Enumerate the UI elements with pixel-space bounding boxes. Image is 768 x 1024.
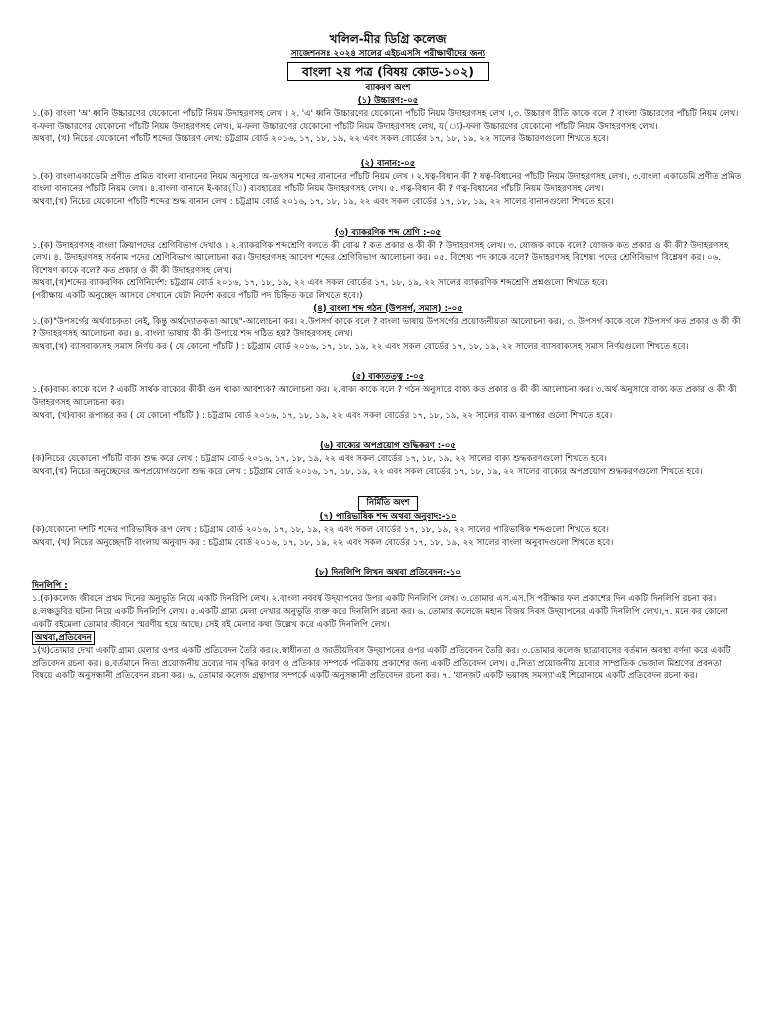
section-5-question-a: ১.(ক)বাক্য কাকে বলে ? একটি সার্থক বাক্যের কীকী গুন থাকা আবশ্যক? আলোচনা কর। ২.বাক্য কাকে বলে ? গঠন অনুসারে বাক্য কত প্রকার ও কী কী আলোচনা কর। ৩.অর্থ অনুসারে বাক্য কত প্রকার ও কী কী উদাহরণসহ আলোচনা কর। <box>32 385 737 408</box>
section-8-diary-questions: ১.(ক)কলেজ জীবনে প্রথম দিনের অনুভূতি নিয়ে একটি দিনরিপি লেখ। ২.বাংলা নববর্ষ উদ্‌যাপনের উপর একটি দিনলিপি লেখ। ৩.তোমার এস.এস.সি পরীক্ষার ফল প্রকাশের দিন একটি দিনলিপি রচনা কর। ৪.লঞ্চডুবির ঘটনা নিয়ে একটি দিনলিপি লেখ। ৫.একটি গ্রাম্য মেলা দেখার অনুভূতি ব্যক্ত করে দিনলিপি রচনা কর। ৬. তোমার কলেজে মহান বিজয় দিবস উদ্‌যাপনের একটি দিনলিপি লেখ।,৭. মনে কর কোনো একটি বইমেলা তোমার জীবনে স্মরণীয় হয়ে আছে। সেই বই মেলার কথা উল্লেখ করে একটি দিনলিপি লেখ। <box>32 594 728 630</box>
diary-subheading: দিনলিপি : <box>32 581 68 592</box>
section-2-question-b: অথবা,(খ) নিচের যেকোনো পাঁচটি শব্দের শুদ্ধ বানান লেখ : চট্টগ্রাম বোর্ড ২০১৬, ১৭, ১৮, ১৯, ২২ এবং সকল বোর্ডের ১৭, ১৮, ১৯, ২২ সালের বানানগুলো শিখতে হবে। <box>32 196 614 207</box>
report-subheading: অথবা,প্রতিবেদন <box>32 631 95 645</box>
section-4-question-b: অথবা,(খ) ব্যাসবাক্যসহ সমাস নির্ণয় কর ( যে কোনো পাঁচটি ) : চট্টগ্রাম বোর্ড ২০১৬, ১৭, ১৮, ১৯, ২২ এবং সকল বোর্ডের ১৭, ১৮, ১৯, ২২ সালের ব্যাসবাক্যসহ সমাস নির্ণয়গুলো শিখতে হবে। <box>32 341 689 352</box>
section-8-title: (৮) দিনলিপি লিখন অথবা প্রতিবেদন:-১০ <box>315 568 461 579</box>
section-7-question-a: (ক)যেকোনো দশটি শব্দের পারিভাষিক রূপ লেখ : চট্টগ্রাম বোর্ড ২০১৬, ১৭, ১৮, ১৯, ২২ এবং সকল বোর্ডের ১৭, ১৮, ১৯, ২২ সালের পারিভাষিক শব্দগুলো শিখতে হবে। <box>32 525 609 536</box>
college-name: খলিল-মীর ডিগ্রি কলেজ <box>329 32 447 46</box>
section-7-title: (৭) পারিভাষিক শব্দ অথবা অনুবাদ:-১০ <box>319 512 457 523</box>
section-1-title: (১) উচ্চারণ:-০৫ <box>357 96 419 106</box>
section-3-question-b: অথবা,(খ)শব্দের ব্যাকরণিক শ্রেণিনির্দেশ: চট্টগ্রাম বোর্ড ২০১৬, ১৭, ১৮, ১৯, ২২ এবং সকল বোর্ডের ১৭, ১৮, ১৯, ২২ সালের ব্যাকরণিক শব্দশ্রেণি প্রশ্নগুলো শিখতে হবে। <box>32 278 608 289</box>
section-1-question-a: ১.(ক) বাংলা 'অ' ধ্বনি উচ্চারণের যেকোনো পাঁচটি নিয়ম উদাহরণসহ লেখ । ২. 'এ' ধ্বনি উচ্চারণের যেকোনো পাঁচটি নিয়ম উদাহরণসহ লেখ ।,৩. উচ্চারণ রীতি কাকে বলে ? বাংলা উচ্চারণের পাঁচটি নিয়ম লেখ। ব-ফলা উচ্চারণের যেকোনো পাঁচটি নিয়ম উদাহরণসহ লেখ।, ম-ফলা উচ্চারণের যেকোনো পাঁচটি নিয়ম উদাহরণসহ লেখ, য(্য)-ফলা উচ্চারণের যেকোনো পাঁচটি নিয়ম উদাহরণসহ লেখ। <box>32 109 739 132</box>
section-5-title: (৫) বাক্যতত্ত্ব :-০৫ <box>351 372 425 383</box>
section-1-question-b: অথবা, (খ) নিচের যেকোনো পাঁচটি শব্দের উচ্চারণ লেখ: চট্টগ্রাম বোর্ড ২০১৬, ১৭, ১৮, ১৯, ২২ এবং সকল বোর্ডের ১৭, ১৮, ১৯, ২২ সালের উচ্চারণগুলো শিখতে হবে। <box>32 134 609 145</box>
section-4-question-a: ১.(ক)"উপসর্গের অর্থবাচকতা নেই, কিন্তু অর্থদ্যোতকতা আছে"-আলোচনা কর। ২.উপসর্গ কাকে বলে ? বাংলা ভাষায় উপসর্গের প্রয়োজনীয়তা আলোচনা কর।, ৩. উপসর্গ কাকে বলে ?উপসর্গ কত প্রকার ও কী কী ? উদাহরণসহ আলোচনা কর। ৪. বাংলা ভাষায় কী কী উপায়ে শব্দ গঠিত হয়? উদাহরণসহ লেখ। <box>32 316 741 340</box>
section-8-report-questions: ১(খ)তোমার দেখা একটি গ্রাম্য মেলার ওপর একটি প্রতিবেদন তৈরি কর।২.স্বাধীনতা ও জাতীয়দিবস উদ্‌যাপনের ওপর একটি প্রতিবেদন তৈরি কর। ৩.তোমার কলেজ ছাত্রাবাসের বর্তমান অবস্থা বর্ণনা করে একটি প্রতিবেদন রচনা কর। ৪.বর্তমানে নিত্য প্রয়োজনীয় দ্রব্যের দাম বৃদ্ধির কারণ ও প্রতিকার সম্পর্কে পত্রিকায় প্রকাশের জন্য একটি প্রতিবেদন লেখ। ৫.নিত্য প্রয়োজনীয় দ্রব্যের সাম্প্রতিক ভেজাল মিশ্রণের প্রবনতা বিষয়ে একটি অনুসন্ধানী প্রতিবেদন রচনা কর। ৬. তোমার কলেজ গ্রন্থাগার সম্পর্কে একটি অনুসন্ধানী প্রতিবেদন রচনা কর। ৭. 'যানজট একটি ভয়াবহ সমস্যা'এই শিরোনামে একটি প্রতিবেদন রচনা কর। <box>32 646 731 682</box>
section-2-question-a: ১.(ক) বাংলাএকাডেমি প্রণীত প্রমিত বাংলা বানানের নিয়ম অনুসারে অ-তৎসম শব্দের বানানের পাঁচটি নিয়ম লেখ । ২.ষত্ব-বিধান কী ? ষত্ব-বিধানের পাঁচটি নিয়ম উদাহরণসহ লেখ।, ৩.বাংলা একাডেমি প্রণীত প্রমিত বাংলা বানানের পাঁচটি নিয়ম লেখ। ৪.বাংলা বানানে ই-কার(ি) ব্যবহারের পাঁচটি নিয়ম উদাহরণসহ লেখ। ৫. ণত্ব-বিধান কী ? ণত্ব-বিধানের পাঁচটি নিয়ম উদাহরণসহ লেখ। <box>32 171 742 195</box>
section-2-title: (২) বানান:-০৫ <box>360 158 416 169</box>
part-grammar-label: ব্যাকরণ অংশ <box>365 83 411 93</box>
document-header <box>32 30 744 95</box>
suggestion-subtitle: সাজেশনসঃ ২০২৪ সালের এইচএসসি পরীক্ষার্থীদের জন্য <box>290 49 486 59</box>
section-7-question-b: অথবা, (খ) নিচের অনুচ্ছেদটি বাংলায় অনুবাদ কর : চট্টগ্রাম বোর্ড ২০১৬, ১৭, ১৮, ১৯, ২২ এবং সকল বোর্ডের ১৭, ১৮, ১৯, ২২ সালের বাংলা অনুবাদগুলো শিখতে হবে। <box>32 537 614 548</box>
section-3-question-a: ১.(ক) উদাহরণসহ বাংলা ক্রিয়াপদের শ্রেণিবিভাগ দেখাও । ২.ব্যাকরণিক শব্দশ্রেণি বলতে কী বোঝ ? কত প্রকার ও কী কী ? উদাহরণসহ লেখ। ৩. যোজক কাকে বলে? যোজক কত প্রকার ও কী কী? উদাহরণসহ লেখ। ৪. উদাহরণসহ সর্বনাম পদের শ্রেণিবিভাগ আলোচনা কর। উদাহরণসহ আবেগ শব্দের শ্রেণিবিভাগ আলোচনা কর। ০৫. বিশেষ্য পদ কাকে বলে? উদাহরণসহ বিশেষ্য পদের শ্রেণিবিভাগ বিশ্লেষণ কর। ০৬. বিশেষণ কাকে বলে? কত প্রকার ও কী কী উদাহরণসহ লেখ। <box>32 240 729 276</box>
paper-title: বাংলা ২য় পত্র (বিষয় কোড-১০২) <box>287 62 489 81</box>
part-composition-label: নির্মিতি অংশ <box>358 496 419 511</box>
section-6-title: (৬) বাক্যের অপপ্রয়োগ শুদ্ধিকরণ :-০৫ <box>320 441 456 452</box>
section-4-title: (৪) বাংলা শব্দ গঠন (উপসর্গ, সমাস) :-০৫ <box>313 303 463 314</box>
section-3-note: (পরীক্ষায় একটি অনুচ্ছেদ আসবে সেখানে যেটা নির্দেশ করবে পাঁচটি পদ চিহ্নিত করে লিখতে হবে।) <box>32 290 363 301</box>
section-5-question-b: অথবা, (খ)বাক্য রূপান্তর কর ( যে কোনো পাঁচটি ) : চট্টগ্রাম বোর্ড ২০১৬, ১৭, ১৮, ১৯, ২২ এবং সকল বোর্ডের ১৭, ১৮, ১৯, ২২ সালের বাক্য রূপান্তর গুলো শিখতে হবে। <box>32 410 613 421</box>
section-6-question-b: অথবা,(খ) নিচের অনুচ্ছেদের অপপ্রয়োগগুলো শুদ্ধ করে লেখ : চট্টগ্রাম বোর্ড ২০১৬, ১৭, ১৮, ১৯, ২২ এবং সকল বোর্ডের ১৭, ১৮, ১৯, ২২ সালের বাক্যের অপপ্রয়োগ শুদ্ধকরণগুলো শিখতে হবে। <box>32 466 703 477</box>
section-3-title: (৩) ব্যাকরণিক শব্দ শ্রেণি :-০৫ <box>334 227 442 238</box>
section-6-question-a: (ক)নিচের যেকোনো পাঁচটি বাক্য শুদ্ধ করে লেখ : চট্টগ্রাম বোর্ড ২০১৬, ১৭, ১৮, ১৯, ২২ এবং সকল বোর্ডের ১৭, ১৮, ১৯, ২২ সালের বাক্য শুদ্ধকরণগুলো শিখতে হবে। <box>32 454 607 465</box>
